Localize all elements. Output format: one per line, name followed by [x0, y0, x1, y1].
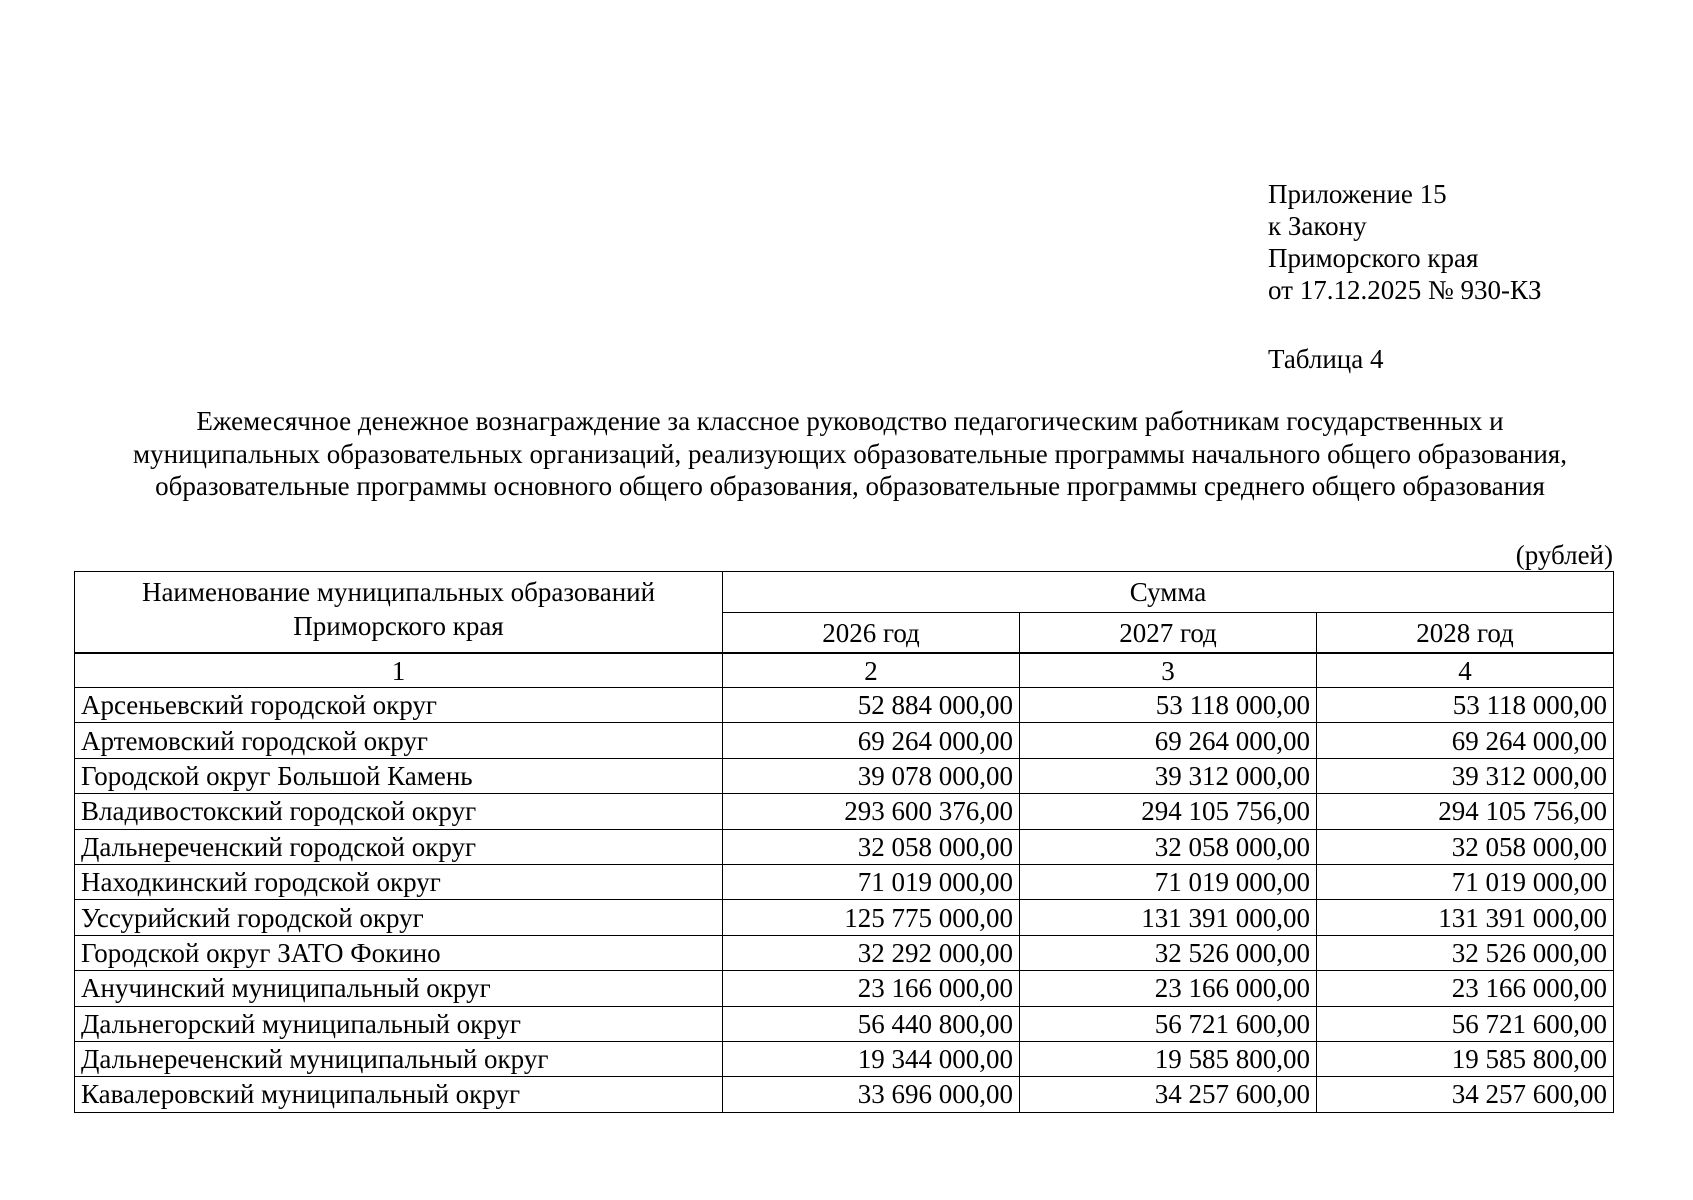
column-number: 2	[723, 653, 1020, 688]
amount-2027-cell: 56 721 600,00	[1020, 1006, 1317, 1041]
appendix-law: к Закону	[1268, 211, 1367, 241]
table-row	[75, 829, 1614, 864]
municipality-name-cell: Дальнегорский муниципальный округ	[75, 1006, 723, 1041]
column-number: 1	[75, 653, 723, 688]
amount-2026-cell: 32 292 000,00	[723, 935, 1020, 970]
municipality-name-cell: Уссурийский городской округ	[75, 900, 723, 935]
appendix-region: Приморского края	[1268, 243, 1479, 273]
table-row	[75, 935, 1614, 970]
title-line-2: муниципальных образовательных организаций, реализующих образовательные программы начального общего образования,	[133, 438, 1567, 469]
amount-2026-cell: 71 019 000,00	[723, 864, 1020, 899]
amount-2026-cell: 33 696 000,00	[723, 1077, 1020, 1112]
amount-2028-cell: 19 585 800,00	[1317, 1041, 1614, 1076]
municipality-name-cell: Кавалеровский муниципальный округ	[75, 1077, 723, 1112]
amount-2027-cell: 32 058 000,00	[1020, 829, 1317, 864]
table-row	[75, 864, 1614, 899]
municipality-name-cell: Городской округ ЗАТО Фокино	[75, 935, 723, 970]
amount-2026-cell: 52 884 000,00	[723, 688, 1020, 723]
amount-2027-cell: 53 118 000,00	[1020, 688, 1317, 723]
budget-table	[74, 571, 1614, 1113]
municipality-name-cell: Артемовский городской округ	[75, 723, 723, 758]
header-municipality	[75, 572, 723, 654]
table-row	[75, 723, 1614, 758]
amount-2028-cell: 69 264 000,00	[1317, 723, 1614, 758]
amount-2027-cell: 69 264 000,00	[1020, 723, 1317, 758]
table-row	[75, 1006, 1614, 1041]
table-row	[75, 758, 1614, 793]
header-year-2028: 2028 год	[1317, 613, 1614, 654]
header-row	[75, 572, 1614, 613]
appendix-reference	[1268, 178, 1541, 306]
municipality-name-cell: Анучинский муниципальный округ	[75, 971, 723, 1006]
amount-2028-cell: 131 391 000,00	[1317, 900, 1614, 935]
municipality-name-cell: Владивостокский городской округ	[75, 794, 723, 829]
header-municipality-line-2: Приморского края	[293, 611, 504, 641]
table-row	[75, 794, 1614, 829]
amount-2028-cell: 53 118 000,00	[1317, 688, 1614, 723]
amount-2026-cell: 23 166 000,00	[723, 971, 1020, 1006]
column-number: 4	[1317, 653, 1614, 688]
table-row	[75, 900, 1614, 935]
title-line-3: образовательные программы основного общего образования, образовательные программы среднего общего образования	[155, 471, 1545, 501]
appendix-date-number: от 17.12.2025 № 930-КЗ	[1268, 275, 1542, 305]
amount-2028-cell: 32 058 000,00	[1317, 829, 1614, 864]
amount-2027-cell: 71 019 000,00	[1020, 864, 1317, 899]
title-line-1: Ежемесячное денежное вознаграждение за классное руководство педагогическим работникам государственных и	[196, 406, 1504, 436]
amount-2028-cell: 32 526 000,00	[1317, 935, 1614, 970]
header-municipality-line-1: Наименование муниципальных образований	[141, 577, 656, 607]
amount-2028-cell: 39 312 000,00	[1317, 758, 1614, 793]
amount-2028-cell: 56 721 600,00	[1317, 1006, 1614, 1041]
amount-2028-cell: 34 257 600,00	[1317, 1077, 1614, 1112]
amount-2027-cell: 19 585 800,00	[1020, 1041, 1317, 1076]
column-number: 3	[1020, 653, 1317, 688]
amount-2027-cell: 23 166 000,00	[1020, 971, 1317, 1006]
amount-2027-cell: 294 105 756,00	[1020, 794, 1317, 829]
amount-2026-cell: 125 775 000,00	[723, 900, 1020, 935]
amount-2027-cell: 131 391 000,00	[1020, 900, 1317, 935]
amount-2027-cell: 32 526 000,00	[1020, 935, 1317, 970]
amount-2028-cell: 294 105 756,00	[1317, 794, 1614, 829]
municipality-name-cell: Дальнереченский городской округ	[75, 829, 723, 864]
table-row	[75, 1041, 1614, 1076]
header-year-2027: 2027 год	[1020, 613, 1317, 654]
amount-2026-cell: 293 600 376,00	[723, 794, 1020, 829]
table-row	[75, 971, 1614, 1006]
amount-2027-cell: 34 257 600,00	[1020, 1077, 1317, 1112]
header-year-2026: 2026 год	[723, 613, 1020, 654]
units-label: (рублей)	[1515, 540, 1613, 570]
table-label: Таблица 4	[1268, 344, 1384, 374]
appendix-number: Приложение 15	[1268, 179, 1447, 209]
amount-2026-cell: 19 344 000,00	[723, 1041, 1020, 1076]
municipality-name-cell: Арсеньевский городской округ	[75, 688, 723, 723]
municipality-name-cell: Находкинский городской округ	[75, 864, 723, 899]
document-title	[70, 405, 1630, 503]
table-row	[75, 688, 1614, 723]
amount-2026-cell: 69 264 000,00	[723, 723, 1020, 758]
municipality-name-cell: Городской округ Большой Камень	[75, 758, 723, 793]
amount-2026-cell: 56 440 800,00	[723, 1006, 1020, 1041]
amount-2026-cell: 39 078 000,00	[723, 758, 1020, 793]
column-number-row	[75, 653, 1614, 688]
municipality-name-cell: Дальнереченский муниципальный округ	[75, 1041, 723, 1076]
amount-2028-cell: 23 166 000,00	[1317, 971, 1614, 1006]
amount-2026-cell: 32 058 000,00	[723, 829, 1020, 864]
table-row	[75, 1077, 1614, 1112]
amount-2027-cell: 39 312 000,00	[1020, 758, 1317, 793]
header-sum: Сумма	[723, 572, 1614, 613]
amount-2028-cell: 71 019 000,00	[1317, 864, 1614, 899]
